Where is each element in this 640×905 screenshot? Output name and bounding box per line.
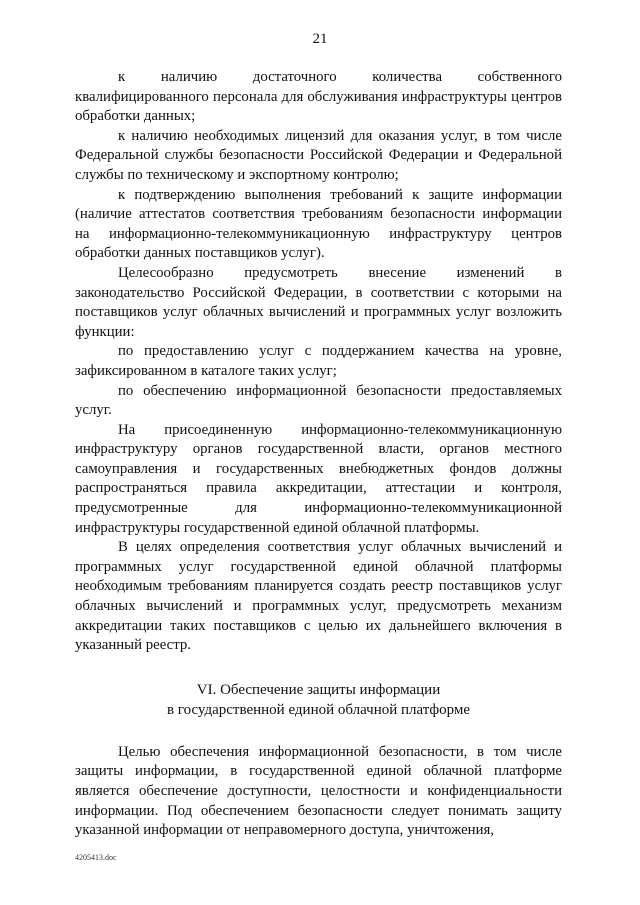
- paragraph: по предоставлению услуг с поддержанием качества на уровне, зафиксированном в каталоге таких услуг;: [75, 343, 562, 379]
- paragraph: На присоединенную информационно-телекоммуникационную инфраструктуру органов государственной власти, органов местного самоуправления и государственных внебюджетных фондов должны распространяться правила аккредитации, аттестации и контроля, предусмотренные для информационно-телекоммуникационной инфраструктуры государственной единой облачной платформы.: [75, 421, 562, 536]
- section-heading: [75, 680, 562, 720]
- footer-filename: 4205413.doc: [75, 853, 117, 862]
- section-heading-line: в государственной единой облачной платформе: [166, 701, 471, 718]
- paragraph: к наличию достаточного количества собственного квалифицированного персонала для обслуживания инфраструктуры центров обработки данных;: [75, 69, 562, 125]
- page-number: 21: [312, 31, 328, 47]
- paragraph: Целесообразно предусмотреть внесение изменений в законодательство Российской Федерации, в соответствии с которыми на поставщиков услуг облачных вычислений и программных услуг возложить функции:: [75, 264, 562, 340]
- paragraph: к подтверждению выполнения требований к защите информации (наличие аттестатов соответствия требованиям безопасности информации на информационно-телекоммуникационную инфраструктуру центров обработки данных поставщиков услуг).: [75, 186, 562, 262]
- paragraph: Целью обеспечения информационной безопасности, в том числе защиты информации, в государственной единой облачной платформе является обеспечение доступности, целостности и конфиденциальности информации. Под обеспечением безопасности следует понимать защиту указанной информации от неправомерного доступа, уничтожения,: [75, 743, 562, 839]
- section-heading-line: VI. Обеспечение защиты информации: [196, 681, 441, 698]
- paragraph: по обеспечению информационной безопасности предоставляемых услуг.: [75, 382, 562, 419]
- document-body: [75, 68, 562, 841]
- paragraph: В целях определения соответствия услуг облачных вычислений и программных услуг государственной единой облачной платформы необходимым требованиям планируется создать реестр поставщиков услуг облачных вычислений и программных услуг, предусмотреть механизм аккредитации таких поставщиков с целью их дальнейшего включения в указанный реестр.: [75, 539, 562, 654]
- paragraph: к наличию необходимых лицензий для оказания услуг, в том числе Федеральной службы безопасности Российской Федерации и Федеральной службы по техническому и экспортному контролю;: [75, 127, 562, 183]
